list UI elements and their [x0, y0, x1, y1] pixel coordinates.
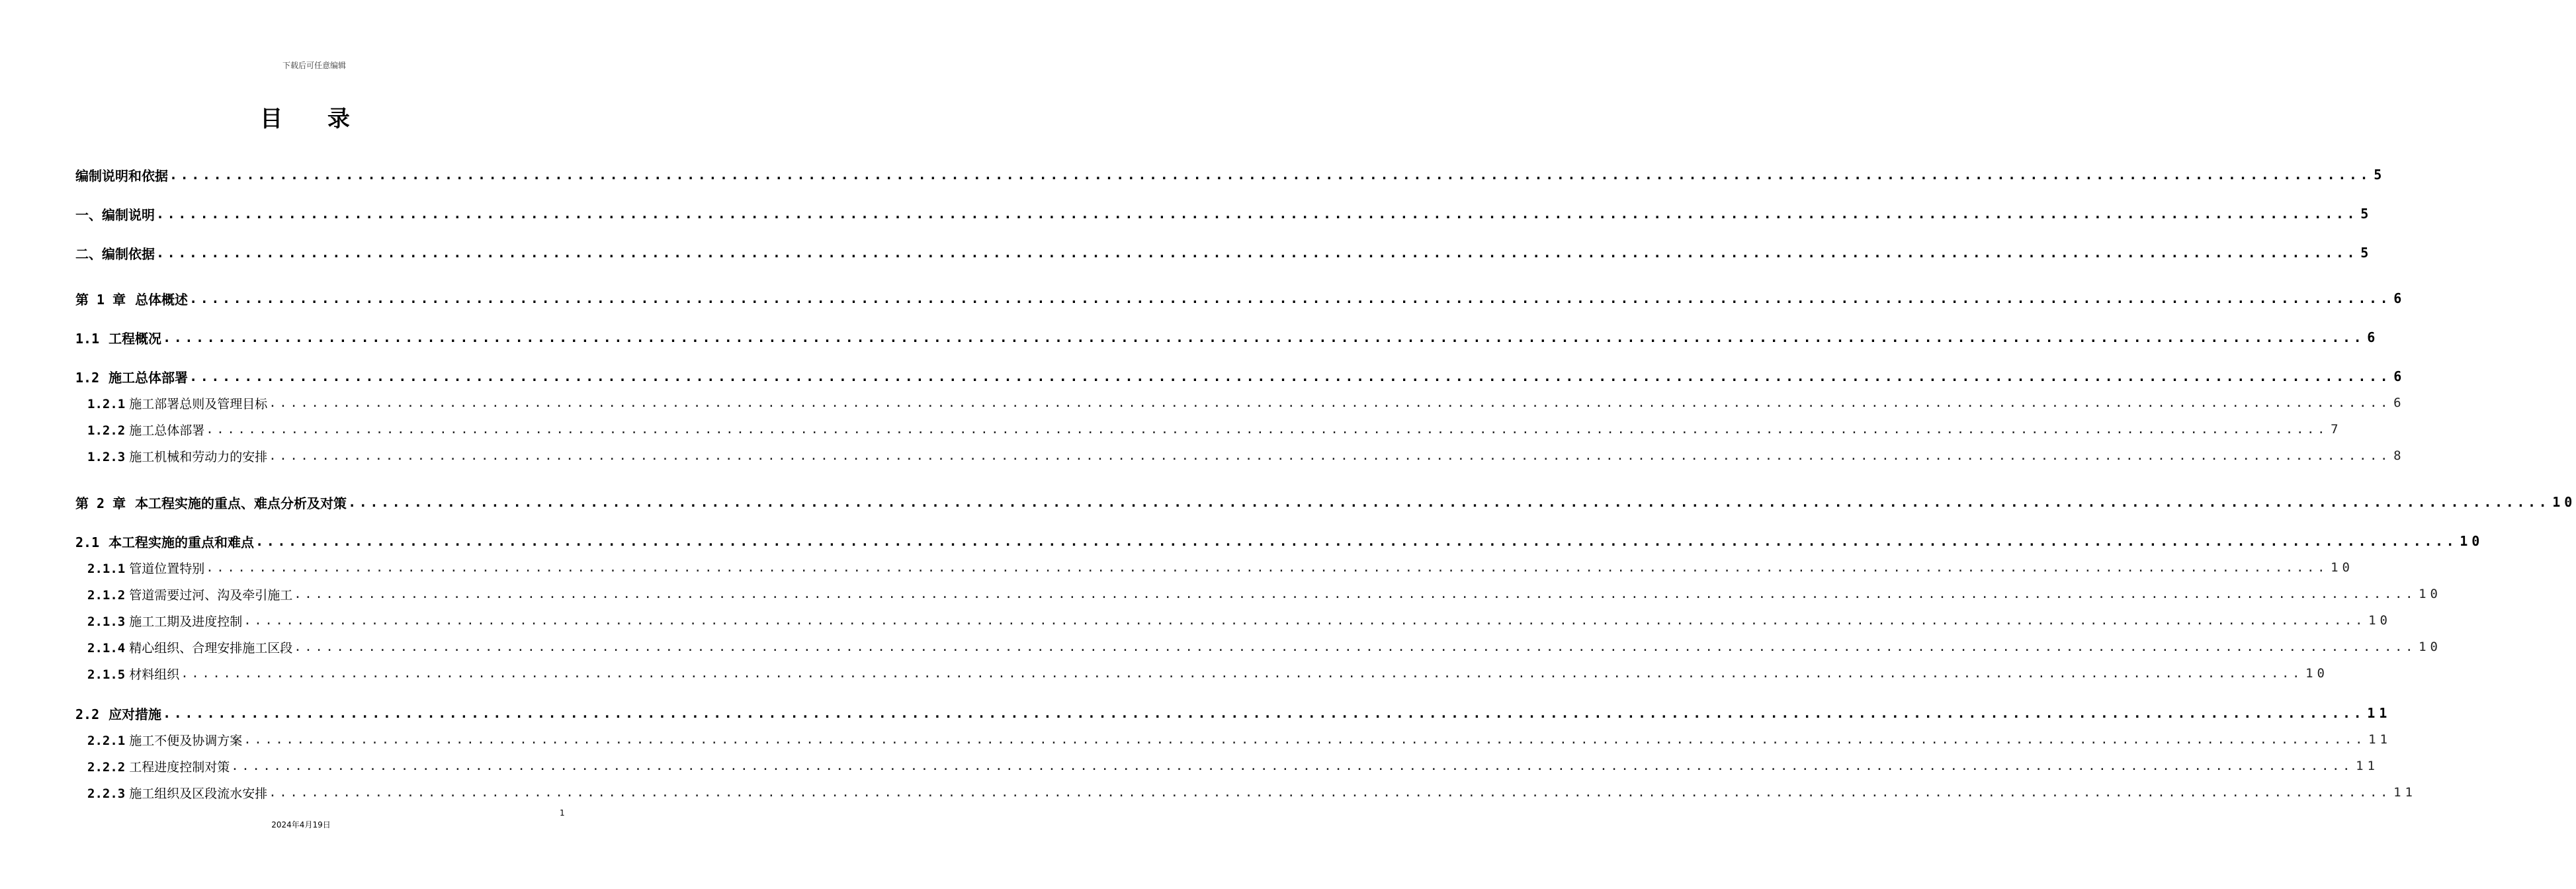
toc-entry-label — [75, 704, 161, 723]
toc-leader-dots: ........................................................................................................................................................................................................ — [156, 206, 2358, 222]
toc-entry-label — [87, 757, 230, 775]
toc-leader-dots: ........................................................................................................................................................................................................ — [269, 396, 2391, 410]
toc-entry-label — [87, 612, 242, 630]
toc-entry-number: 2.1.4 — [87, 640, 126, 656]
toc-leader-dots: ........................................................................................................................................................................................................ — [163, 705, 2365, 721]
toc-entry[interactable] — [75, 243, 2373, 263]
page-header: 下载后可任意编辑 — [282, 61, 346, 70]
toc-entry[interactable] — [87, 584, 2442, 604]
toc-entry-page: 11 — [2367, 705, 2391, 721]
toc-entry-page: 5 — [2360, 245, 2373, 261]
toc-entry-text: 施工不便及协调方案 — [129, 733, 243, 748]
toc-entry-number: 2.2.2 — [87, 759, 126, 775]
toc-entry-label — [75, 328, 161, 347]
toc-entry-number: 1.1 — [75, 330, 100, 347]
toc-entry-text: 一、编制说明 — [75, 206, 155, 223]
toc-entry[interactable] — [87, 446, 2405, 466]
toc-leader-dots: ........................................................................................................................................................................................................ — [255, 533, 2458, 549]
toc-entry[interactable] — [75, 288, 2406, 308]
toc-entry-page: 7 — [2331, 422, 2342, 437]
toc-entry-text: 施工工期及进度控制 — [129, 614, 243, 629]
toc-leader-dots: ........................................................................................................................................................................................................ — [269, 448, 2391, 463]
toc-entry-label — [75, 532, 254, 551]
toc-entry-text: 工程进度控制对策 — [129, 759, 230, 775]
toc-entry-text: 管道位置特别 — [129, 561, 205, 576]
toc-entry-number: 2.2.3 — [87, 786, 126, 801]
toc-entry[interactable] — [75, 531, 2484, 551]
toc-entry-number: 2.2 — [75, 706, 100, 722]
toc-entry-number: 1.2.3 — [87, 449, 126, 464]
toc-entry-page: 6 — [2393, 396, 2405, 410]
toc-entry-number: 第 2 章 — [75, 495, 126, 511]
toc-title: 目 录 — [260, 106, 368, 132]
toc-entry-text: 施工总体部署 — [129, 423, 205, 438]
toc-entry-text: 材料组织 — [129, 667, 180, 682]
toc-entry-label — [75, 204, 155, 224]
toc-entry[interactable] — [87, 611, 2391, 630]
toc-leader-dots: ........................................................................................................................................................................................................ — [243, 732, 2366, 747]
toc-entry-page: 10 — [2305, 666, 2329, 681]
toc-entry-text: 精心组织、合理安排施工区段 — [129, 640, 293, 656]
toc-entry-label — [87, 421, 204, 439]
toc-entry-label — [75, 493, 347, 512]
toc-leader-dots: ........................................................................................................................................................................................................ — [169, 167, 2372, 183]
toc-entry-page: 10 — [2331, 560, 2354, 575]
toc-entry-page: 10 — [2552, 494, 2576, 510]
toc-entry-page: 5 — [2374, 167, 2386, 183]
toc-entry-label — [87, 585, 292, 603]
toc-entry[interactable] — [75, 366, 2406, 386]
toc-entry-label — [75, 243, 155, 263]
toc-entry-number: 2.1.1 — [87, 561, 126, 576]
toc-entry-number: 1.2.2 — [87, 423, 126, 438]
toc-entry-number: 2.1.2 — [87, 587, 126, 603]
toc-entry-number: 1.2.1 — [87, 396, 126, 411]
toc-leader-dots: ........................................................................................................................................................................................................ — [156, 245, 2358, 261]
toc-entry[interactable] — [87, 783, 2417, 802]
toc-leader-dots: ........................................................................................................................................................................................................ — [294, 640, 2417, 654]
toc-entry-text: 施工组织及区段流水安排 — [129, 786, 268, 801]
toc-entry-text: 施工总体部署 — [108, 369, 189, 386]
toc-entry-text: 本工程实施的重点和难点 — [108, 534, 255, 550]
toc-entry-page: 10 — [2368, 613, 2391, 628]
toc-entry-label — [87, 665, 179, 683]
toc-entry[interactable] — [87, 637, 2442, 657]
toc-entry[interactable] — [75, 492, 2576, 512]
toc-leader-dots: ........................................................................................................................................................................................................ — [294, 587, 2417, 601]
toc-entry-page: 10 — [2460, 533, 2484, 549]
page-footer-date: 2024年4月19日 — [271, 820, 331, 829]
toc-leader-dots: ........................................................................................................................................................................................................ — [348, 494, 2550, 510]
toc-entry[interactable] — [75, 204, 2373, 224]
toc-leader-dots: ........................................................................................................................................................................................................ — [163, 329, 2365, 345]
toc-entry[interactable] — [87, 663, 2329, 683]
toc-entry-text: 管道需要过河、沟及牵引施工 — [129, 587, 293, 603]
toc-entry[interactable] — [87, 558, 2354, 577]
toc-entry-page: 10 — [2419, 640, 2442, 654]
toc-entry-text: 二、编制依据 — [75, 245, 155, 262]
toc-entry-number: 2.2.1 — [87, 733, 126, 748]
toc-entry-page: 6 — [2367, 329, 2380, 345]
toc-entry-number: 2.1 — [75, 534, 100, 550]
toc-entry-label — [75, 289, 188, 308]
toc-entry-text: 工程概况 — [108, 330, 162, 347]
toc-entry-number: 2.1.3 — [87, 614, 126, 629]
toc-entry-page: 6 — [2393, 368, 2406, 384]
toc-entry[interactable] — [75, 327, 2380, 347]
toc-entry-label — [87, 784, 267, 802]
toc-leader-dots: ........................................................................................................................................................................................................ — [243, 613, 2366, 628]
toc-entry[interactable] — [87, 419, 2342, 439]
toc-entry-page: 10 — [2419, 587, 2442, 601]
toc-entry-page: 11 — [2368, 732, 2391, 747]
toc-entry-text: 本工程实施的重点、难点分析及对策 — [135, 495, 347, 511]
toc-entry[interactable] — [87, 730, 2391, 749]
toc-entry-label — [87, 731, 242, 749]
toc-entry-page: 11 — [2393, 785, 2417, 800]
toc-entry-label — [75, 367, 188, 386]
toc-leader-dots: ........................................................................................................................................................................................................ — [181, 666, 2303, 681]
toc-entry-text: 施工机械和劳动力的安排 — [129, 449, 268, 464]
toc-entry-page: 5 — [2360, 206, 2373, 222]
toc-entry-number: 2.1.5 — [87, 667, 126, 682]
toc-entry[interactable] — [87, 393, 2405, 413]
page-number: 1 — [560, 808, 565, 818]
toc-leader-dots: ........................................................................................................................................................................................................ — [206, 422, 2329, 437]
toc-leader-dots: ........................................................................................................................................................................................................ — [189, 290, 2391, 306]
toc-entry-text: 施工部署总则及管理目标 — [129, 396, 268, 411]
toc-entry-number: 第 1 章 — [75, 291, 126, 308]
toc-entry[interactable] — [87, 756, 2379, 776]
toc-entry-label — [87, 447, 267, 465]
toc-entry-text: 应对措施 — [108, 706, 162, 722]
toc-leader-dots: ........................................................................................................................................................................................................ — [231, 759, 2354, 773]
toc-entry-label — [87, 638, 292, 656]
toc-entry-label — [87, 394, 267, 412]
toc-entry-number: 1.2 — [75, 369, 100, 386]
toc-leader-dots: ........................................................................................................................................................................................................ — [269, 785, 2391, 800]
toc-entry-label — [75, 165, 168, 185]
toc-entry[interactable] — [75, 165, 2386, 185]
toc-leader-dots: ........................................................................................................................................................................................................ — [206, 560, 2329, 575]
toc-entry-text: 编制说明和依据 — [75, 167, 168, 184]
toc-leader-dots: ........................................................................................................................................................................................................ — [189, 368, 2391, 384]
toc-entry-label — [87, 559, 204, 577]
toc-entry-page: 11 — [2356, 759, 2379, 773]
toc-entry-text: 总体概述 — [135, 291, 189, 308]
toc-entry-page: 6 — [2393, 290, 2406, 306]
toc-entry[interactable] — [75, 703, 2391, 723]
toc-entry-page: 8 — [2393, 448, 2405, 463]
